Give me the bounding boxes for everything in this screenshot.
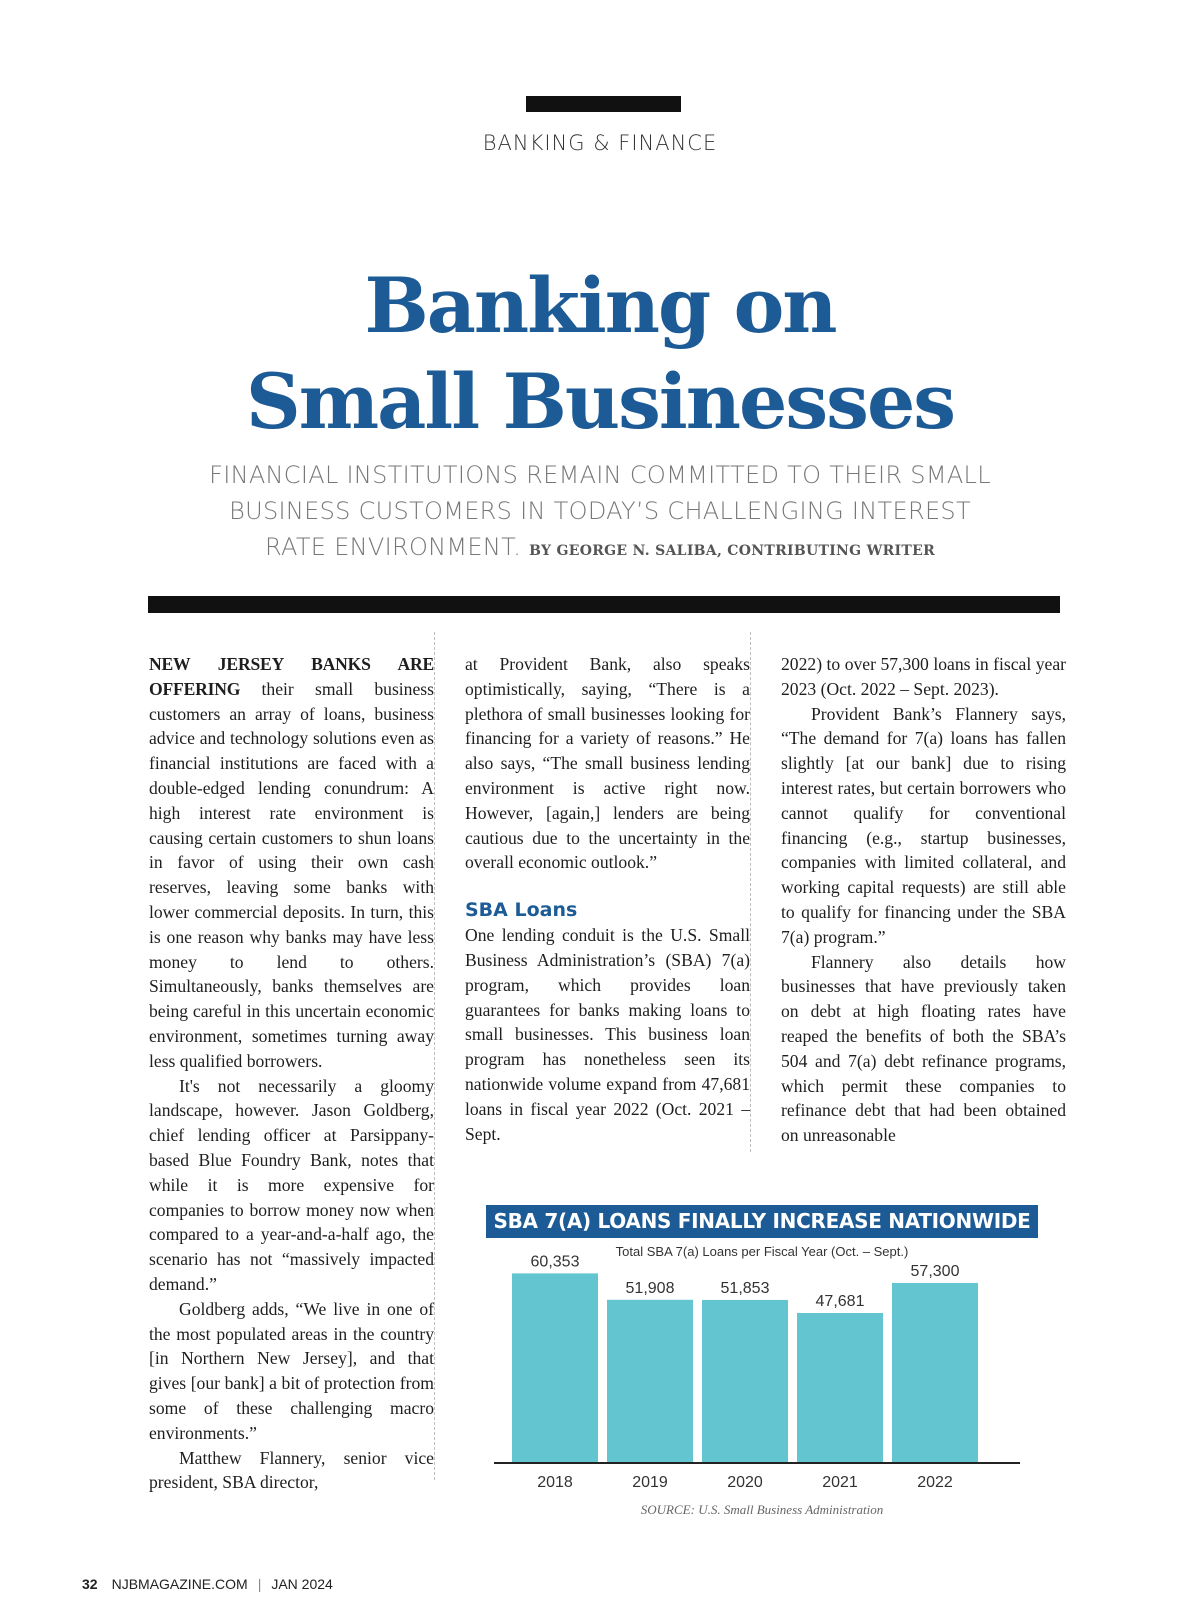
bar-2018: [512, 1273, 598, 1462]
paragraph-text: their small business customers an array of loans, business advice and technology solutions even as financial institutions are faced with a double-edged lending conundrum: A high interest rate environment is causing certain customers to shun loans in favor of using their own cash reserves, leaving some banks with lower commercial deposits. In turn, this is one reason why banks may have less money to lend to others. Simultaneously, banks themselves are being careful in this uncertain economic environment, sometimes turning away less qualified borrowers.: [149, 678, 434, 1071]
deck-line-2: BUSINESS CUSTOMERS IN TODAY’S CHALLENGING INTEREST: [229, 497, 971, 525]
column-divider: [434, 632, 435, 1480]
paragraph: at Provident Bank, also speaks optimistically, saying, “There is a plethora of small businesses looking for financing for a variety of reasons.” He also says, “The small business lending environment is active right now. However, [again,] lenders are being cautious due to the uncertainty in the overall economic outlook.”: [465, 654, 750, 873]
x-tick-label: 2022: [917, 1474, 953, 1491]
headline-line-2: Small Businesses: [245, 357, 955, 446]
chart-source: SOURCE: U.S. Small Business Administration: [640, 1502, 884, 1517]
byline: BY GEORGE N. SALIBA, CONTRIBUTING WRITER: [529, 543, 936, 559]
paragraph: Goldberg adds, “We live in one of the most populated areas in the country [in Northern New Jersey], and that gives [our bank] a bit of protection from some of these challenging macro environments.”: [149, 1298, 434, 1443]
paragraph: [149, 652, 434, 1074]
subhead: SBA Loans: [465, 899, 578, 922]
paragraph: It's not necessarily a gloomy landscape, however. Jason Goldberg, chief lending officer at Parsippany-based Blue Foundry Bank, notes that while it is more expensive for companies to borrow money now when compared to a year-and-a-half ago, the scenario has not “massively impacted demand.”: [149, 1075, 434, 1294]
data-label: 47,681: [815, 1292, 865, 1310]
bar-chart: [486, 1253, 1038, 1500]
bar-2021: [797, 1313, 883, 1462]
footer-separator: |: [257, 1576, 262, 1592]
section-label: BANKING & FINANCE: [482, 131, 718, 155]
bar-2022: [892, 1283, 978, 1462]
data-label: 51,908: [625, 1279, 675, 1297]
data-label: 60,353: [530, 1253, 580, 1271]
data-label: 51,853: [720, 1279, 770, 1297]
headline-line-1: Banking on: [364, 261, 836, 350]
deck-line-3: [150, 529, 1050, 569]
paragraph: 2022) to over 57,300 loans in fiscal year 2023 (Oct. 2022 – Sept. 2023).: [781, 654, 1066, 699]
deck-line-1: FINANCIAL INSTITUTIONS REMAIN COMMITTED TO THEIR SMALL: [209, 461, 991, 489]
paragraph: Provident Bank’s Flannery says, “The demand for 7(a) loans has fallen slightly [at our bank] due to rising interest rates, but certain borrowers who cannot qualify for conventional financing (e.g., startup businesses, companies with limited collateral, and working capital requests) are still able to qualify for financing under the SBA 7(a) program.”: [781, 703, 1066, 947]
page-footer: [82, 1576, 333, 1592]
bar-2020: [702, 1300, 788, 1462]
chart-title: SBA 7(A) LOANS FINALLY INCREASE NATIONWIDE: [486, 1205, 1038, 1238]
paragraph: One lending conduit is the U.S. Small Business Administration’s (SBA) 7(a) program, which provides loan guarantees for banks making loans to small businesses. This business loan program has nonetheless seen its nationwide volume expand from 47,681 loans in fiscal year 2022 (Oct. 2021 – Sept.: [465, 925, 750, 1144]
issue-date: JAN 2024: [271, 1576, 333, 1592]
deck-line-3-text: RATE ENVIRONMENT.: [264, 533, 522, 561]
site-name: NJBMAGAZINE.COM: [111, 1576, 248, 1592]
headline: [0, 258, 1200, 450]
section-marker-bar: [526, 96, 681, 112]
lead-in: NEW JERSEY BANKS ARE OFFERING: [149, 654, 434, 699]
deck: [150, 457, 1050, 569]
column-divider: [750, 632, 751, 1152]
x-tick-label: 2019: [632, 1474, 668, 1491]
column-3: [781, 652, 1066, 1148]
paragraph: Matthew Flannery, senior vice president, SBA director,: [149, 1447, 434, 1493]
column-2: [465, 652, 750, 1146]
paragraph: Flannery also details how businesses that have previously taken on debt at high floating rates have reaped the benefits of both the SBA’s 504 and 7(a) debt refinance programs, which permit these companies to refinance debt that had been obtained on unreasonable: [781, 951, 1066, 1146]
header-rule: [148, 596, 1060, 613]
data-label: 57,300: [910, 1262, 960, 1280]
column-1: [149, 652, 434, 1495]
x-tick-label: 2020: [727, 1474, 763, 1491]
x-tick-label: 2018: [537, 1474, 573, 1491]
page-number: 32: [82, 1576, 98, 1592]
x-tick-label: 2021: [822, 1474, 858, 1491]
bar-2019: [607, 1300, 693, 1462]
chart-subtitle: Total SBA 7(a) Loans per Fiscal Year (Oct. – Sept.): [615, 1244, 909, 1259]
